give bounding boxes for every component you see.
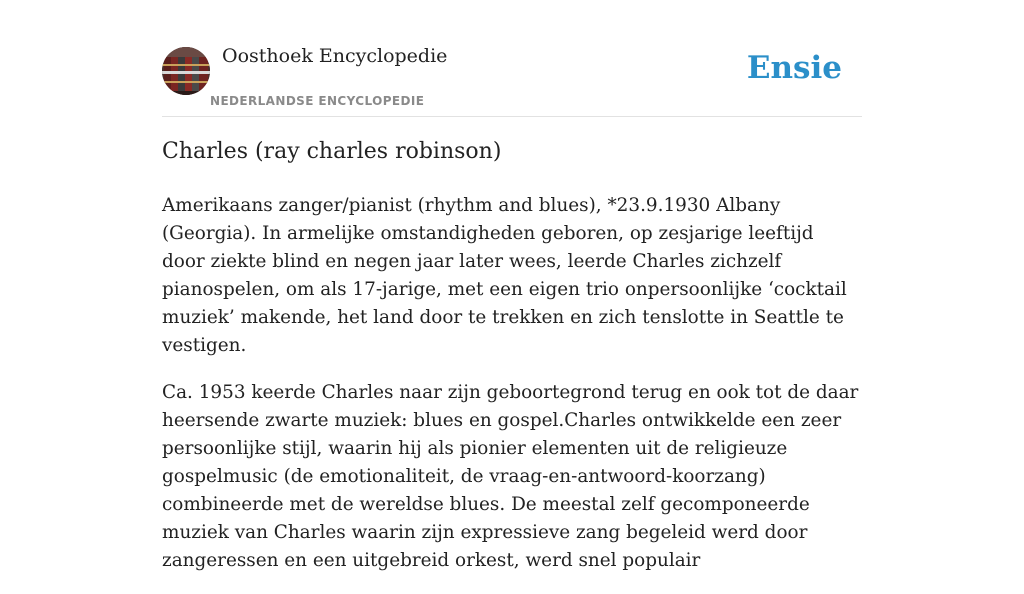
article-paragraph: Ca. 1953 keerde Charles naar zijn geboortegrond terug en ook tot de daar heersende zwarte muziek: blues en gospel.Charles ontwikkelde een zeer persoonlijke stijl, waarin hij als pionier elementen uit de religieuze gospelmusic (de emotionaliteit, de vraag-en-antwoord-koorzang) combineerde met de wereldse blues. De meestal zelf gecomponeerde muziek van Charles waarin zijn expressieve zang begeleid werd door zangeressen en een uitgebreid orkest, werd snel populair	[162, 382, 859, 571]
article-paragraph: Amerikaans zanger/pianist (rhythm and blues), *23.9.1930 Albany (Georgia). In armelijke omstandigheden geboren, op zesjarige leeftijd door ziekte blind en negen jaar later wees, leerde Charles zichzelf pianospelen, om als 17-jarige, met een eigen trio onpersoonlijke ‘cocktail muziek’ makende, het land door te trekken en zich tenslotte in Seattle te vestigen.	[162, 195, 847, 356]
site-header	[162, 0, 862, 117]
site-logo[interactable]	[162, 47, 210, 95]
article-body	[162, 192, 862, 594]
article-title: Charles (ray charles robinson)	[162, 139, 502, 164]
site-name[interactable]: Oosthoek Encyclopedie	[222, 45, 448, 67]
page	[162, 0, 862, 571]
brand-logo-link[interactable]: Ensie	[746, 50, 842, 86]
site-subtitle: NEDERLANDSE ENCYCLOPEDIE	[210, 94, 425, 108]
books-logo-icon	[162, 47, 210, 95]
